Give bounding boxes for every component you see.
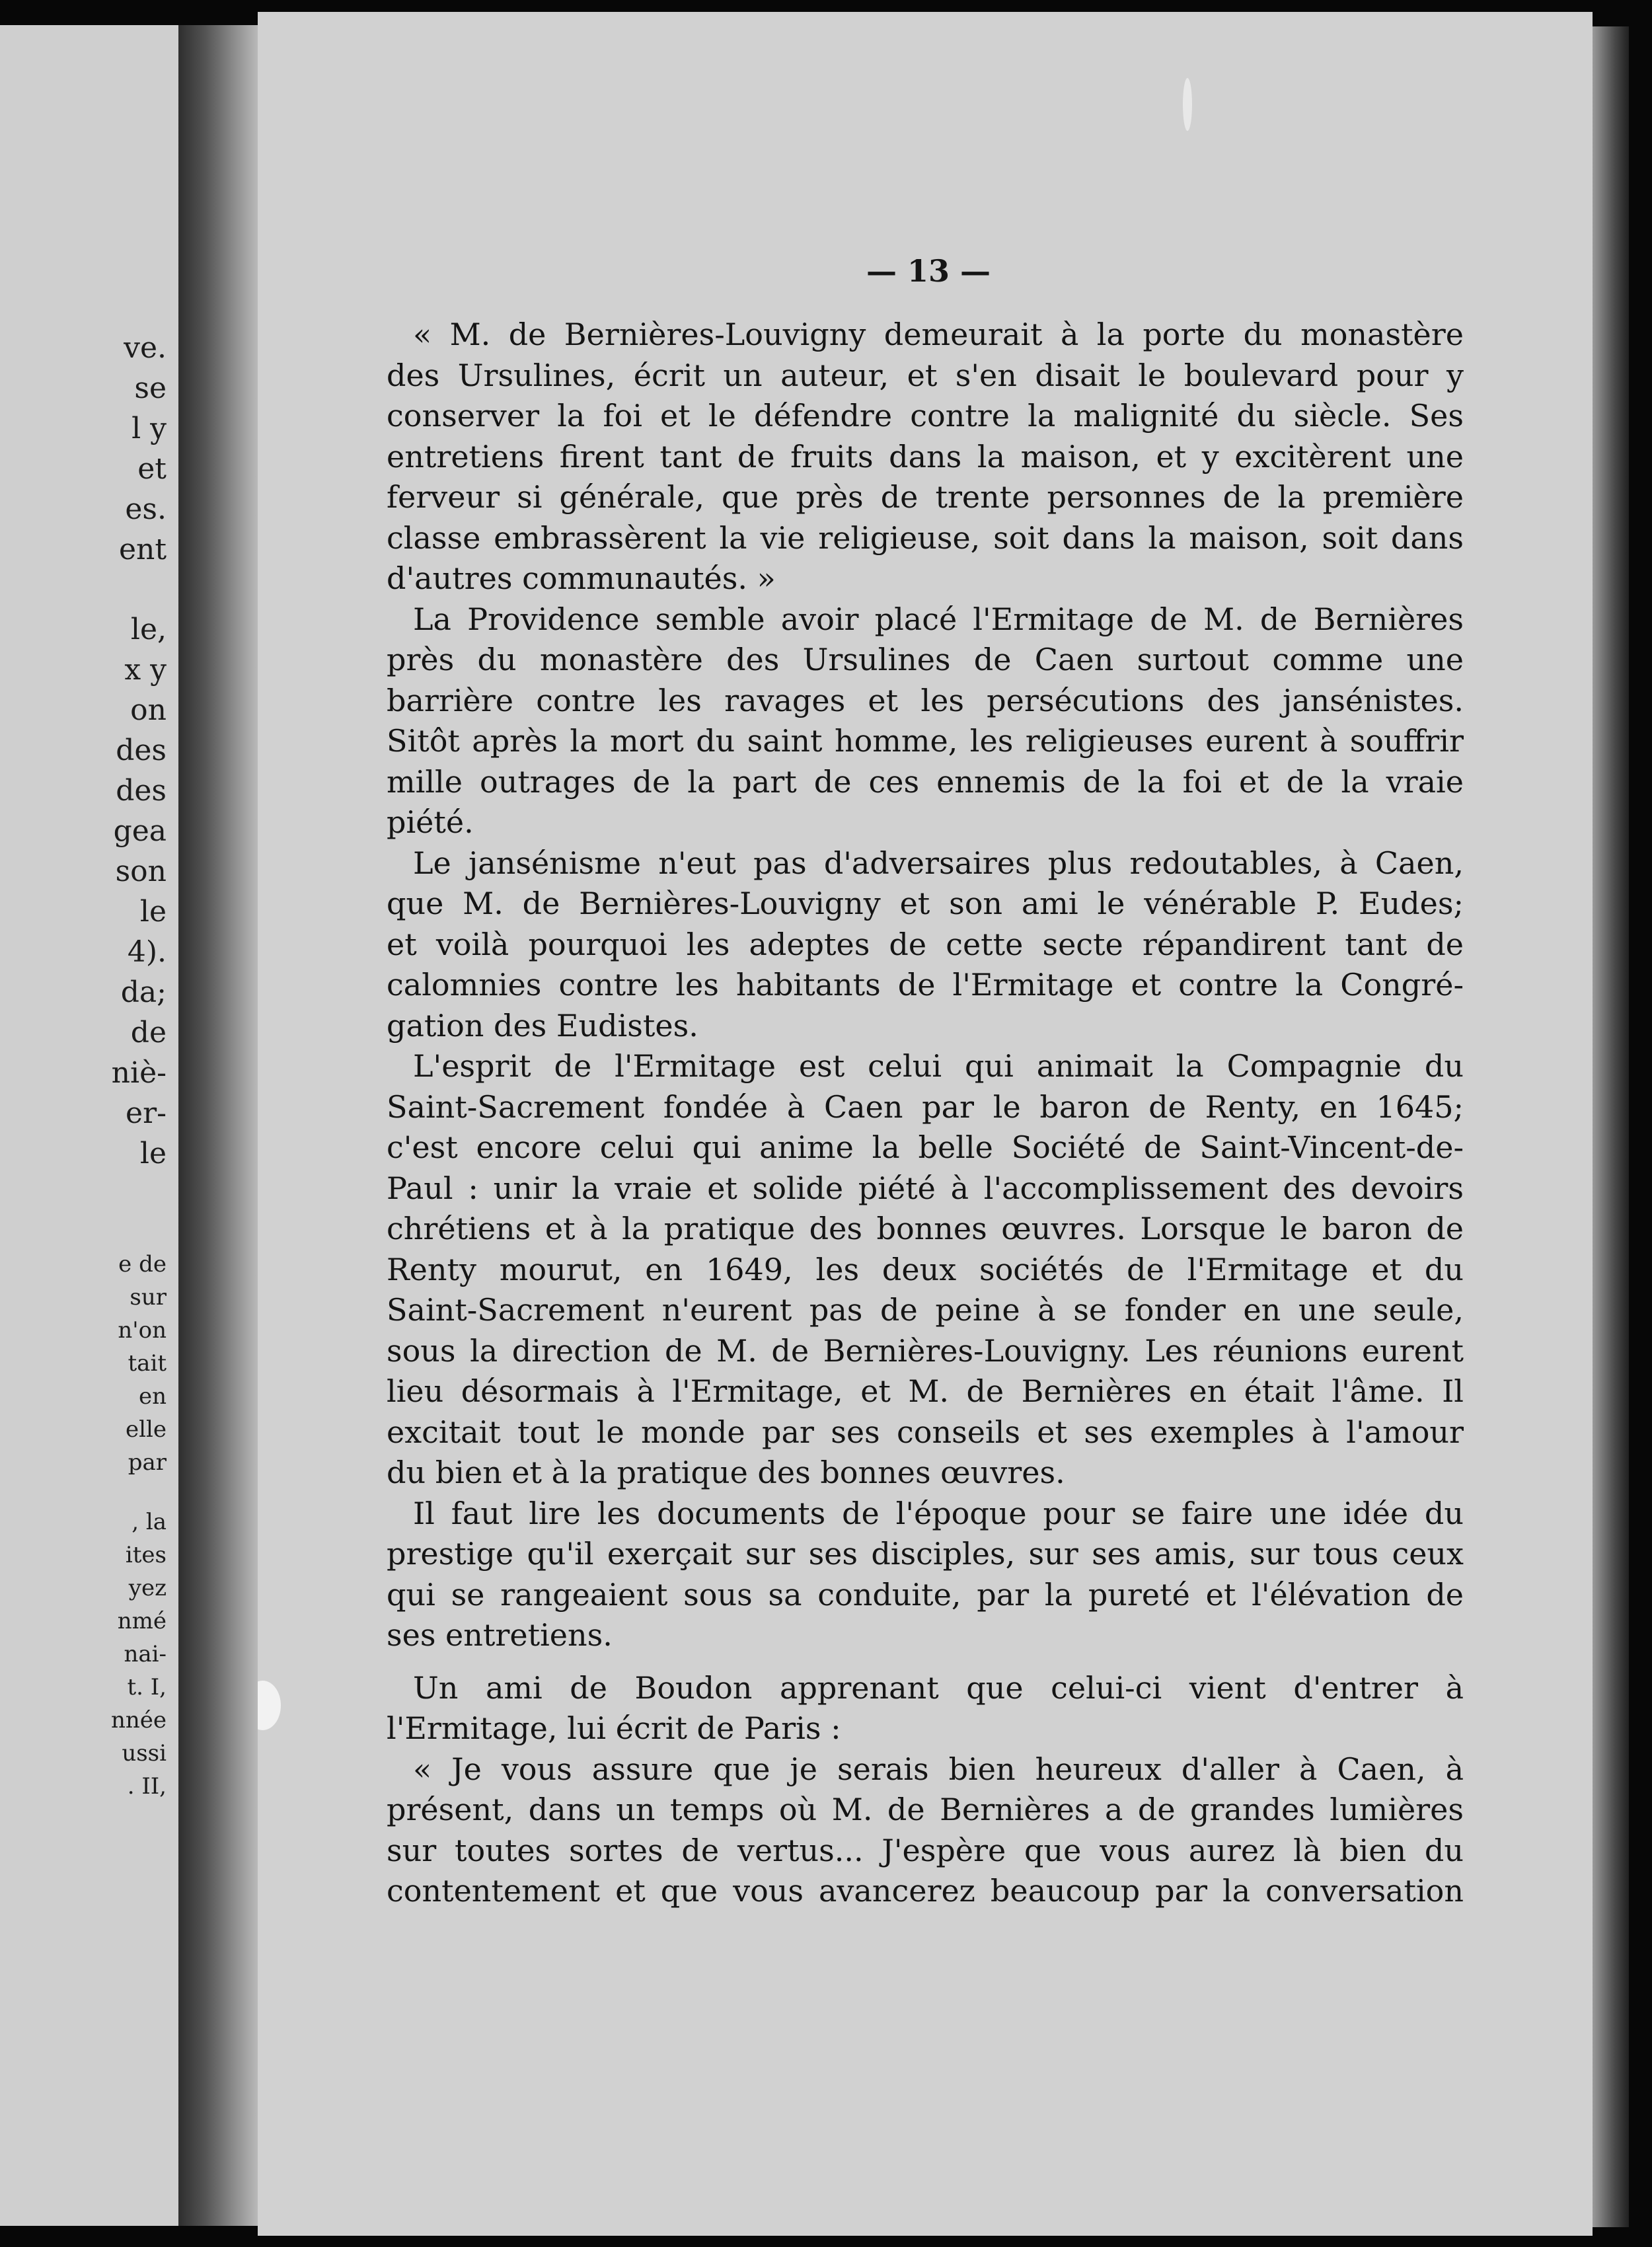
previous-page-note-fragment: yez	[128, 1575, 167, 1601]
page-body	[387, 315, 1464, 1912]
previous-page-note-fragment: nmé	[117, 1608, 167, 1634]
previous-page-fragment: ent	[118, 533, 167, 566]
previous-page-edge	[0, 25, 178, 2226]
previous-page-note-fragment: ussi	[122, 1740, 167, 1767]
page-edge-shadow	[1593, 26, 1629, 2227]
text-line: Le jansénisme n'eut pas d'adversaires plus redoutables, à Caen,	[413, 845, 1464, 881]
paragraph	[387, 1046, 1464, 1494]
text-line: lieu désormais à l'Ermitage, et M. de Bernières en était l'âme. Il	[387, 1373, 1464, 1409]
previous-page-note-fragment: . II,	[127, 1773, 167, 1800]
previous-page-note-fragment: , la	[131, 1509, 167, 1535]
previous-page-fragment: er-	[126, 1096, 167, 1130]
paragraph	[387, 843, 1464, 1047]
text-line: calomnies contre les habitants de l'Ermitage et contre la Congré-	[387, 967, 1464, 1003]
previous-page-note-fragment: tait	[128, 1350, 167, 1377]
page	[258, 12, 1593, 2236]
previous-page-fragment: on	[130, 693, 167, 727]
text-line: prestige qu'il exerçait sur ses disciples, sur ses amis, sur tous ceux	[387, 1536, 1464, 1572]
paragraph	[387, 1494, 1464, 1656]
previous-page-fragment: 4).	[127, 935, 167, 969]
previous-page-note-fragment: en	[138, 1383, 167, 1410]
text-line: ses entretiens.	[387, 1617, 613, 1653]
text-line: « Je vous assure que je serais bien heureux d'aller à Caen, à	[413, 1751, 1464, 1787]
previous-page-fragment: niè-	[111, 1056, 167, 1090]
page-number: — 13 —	[866, 253, 991, 289]
text-line: c'est encore celui qui anime la belle Société de Saint-Vincent-de-	[387, 1129, 1464, 1165]
text-line: Saint-Sacrement fondée à Caen par le baron de Renty, en 1645;	[387, 1088, 1464, 1125]
text-line: mille outrages de la part de ces ennemis de la foi et de la vraie	[387, 763, 1464, 800]
previous-page-note-fragment: sur	[130, 1284, 167, 1311]
previous-page-fragment: l y	[131, 412, 167, 445]
text-line: « M. de Bernières-Louvigny demeurait à la porte du monastère	[413, 317, 1464, 352]
previous-page-fragment: le	[139, 1137, 167, 1170]
previous-page-fragment: le,	[130, 613, 167, 646]
text-line: excitait tout le monde par ses conseils et ses exemples à l'amour	[387, 1414, 1464, 1450]
text-line: classe embrassèrent la vie religieuse, soit dans la maison, soit dans	[387, 519, 1464, 556]
text-line: l'Ermitage, lui écrit de Paris :	[387, 1710, 841, 1746]
text-line: Il faut lire les documents de l'époque pour se faire une idée du	[413, 1495, 1464, 1531]
paragraph	[387, 315, 1464, 599]
text-line: chrétiens et à la pratique des bonnes œuvres. Lorsque le baron de	[387, 1211, 1464, 1246]
previous-page-note-fragment: t. I,	[127, 1674, 167, 1700]
previous-page-fragment: et	[137, 452, 167, 486]
previous-page-fragment: ve.	[124, 331, 167, 365]
previous-page-note-fragment: e de	[118, 1251, 167, 1277]
text-line: Saint-Sacrement n'eurent pas de peine à se fonder en une seule,	[387, 1292, 1464, 1328]
previous-page-note-fragment: nai-	[124, 1641, 167, 1667]
previous-page-fragment: des	[116, 774, 167, 808]
text-line: d'autres communautés. »	[387, 560, 776, 596]
text-line: piété.	[387, 804, 474, 840]
text-line: entretiens firent tant de fruits dans la maison, et y excitèrent une	[387, 438, 1464, 475]
previous-page-fragment: da;	[120, 975, 167, 1009]
previous-page-fragment: de	[130, 1016, 167, 1049]
previous-page-note-fragment: elle	[126, 1416, 167, 1443]
text-line: qui se rangeaient sous sa conduite, par la pureté et l'élévation de	[387, 1576, 1464, 1613]
previous-page-text	[111, 328, 167, 1803]
text-line: La Providence semble avoir placé l'Ermitage de M. de Bernières	[413, 601, 1464, 637]
previous-page-fragment: des	[116, 734, 167, 767]
text-line: ferveur si générale, que près de trente personnes de la première	[387, 479, 1464, 515]
previous-page-note-fragment: par	[128, 1449, 167, 1476]
text-line: Sitôt après la mort du saint homme, les religieuses eurent à souffrir	[387, 723, 1464, 759]
text-line: sur toutes sortes de vertus... J'espère que vous aurez là bien du	[387, 1832, 1464, 1868]
paper-speck	[1183, 78, 1192, 131]
text-line: près du monastère des Ursulines de Caen surtout comme une	[387, 642, 1464, 677]
text-line: contentement et que vous avancerez beaucoup par la conversation	[387, 1873, 1464, 1909]
previous-page-fragment: gea	[113, 814, 167, 848]
text-line: Renty mourut, en 1649, les deux sociétés de l'Ermitage et du	[387, 1251, 1464, 1287]
text-line: et voilà pourquoi les adeptes de cette secte répandirent tant de	[387, 926, 1464, 962]
previous-page-fragment: le	[139, 895, 167, 929]
previous-page-fragment: se	[134, 371, 167, 405]
paragraph	[387, 1749, 1464, 1912]
paragraph	[387, 599, 1464, 843]
previous-page-note-fragment: n'on	[118, 1317, 167, 1344]
text-line: gation des Eudistes.	[387, 1007, 698, 1044]
text-line: des Ursulines, écrit un auteur, et s'en disait le boulevard pour y	[387, 357, 1464, 393]
previous-page-fragment: son	[115, 855, 167, 888]
text-line: du bien et à la pratique des bonnes œuvres.	[387, 1455, 1065, 1490]
previous-page-fragment: x y	[124, 653, 167, 687]
text-line: L'esprit de l'Ermitage est celui qui animait la Compagnie du	[413, 1048, 1464, 1084]
text-line: barrière contre les ravages et les persécutions des jansénistes.	[387, 682, 1464, 718]
previous-page-note-fragment: ites	[125, 1542, 167, 1568]
text-line: que M. de Bernières-Louvigny et son ami le vénérable P. Eudes;	[387, 886, 1464, 921]
paragraph	[387, 1668, 1464, 1749]
text-line: conserver la foi et le défendre contre la malignité du siècle. Ses	[387, 398, 1464, 434]
previous-page-fragment: es.	[125, 492, 167, 526]
book-gutter	[178, 25, 258, 2226]
text-line: présent, dans un temps où M. de Bernières a de grandes lumières	[387, 1792, 1464, 1827]
previous-page-note-fragment: nnée	[110, 1707, 167, 1733]
text-line: Paul : unir la vraie et solide piété à l'accomplissement des devoirs	[387, 1170, 1464, 1206]
text-line: sous la direction de M. de Bernières-Louvigny. Les réunions eurent	[387, 1332, 1464, 1369]
text-line: Un ami de Boudon apprenant que celui-ci vient d'entrer à	[413, 1669, 1464, 1706]
paper-speck	[258, 1681, 281, 1730]
